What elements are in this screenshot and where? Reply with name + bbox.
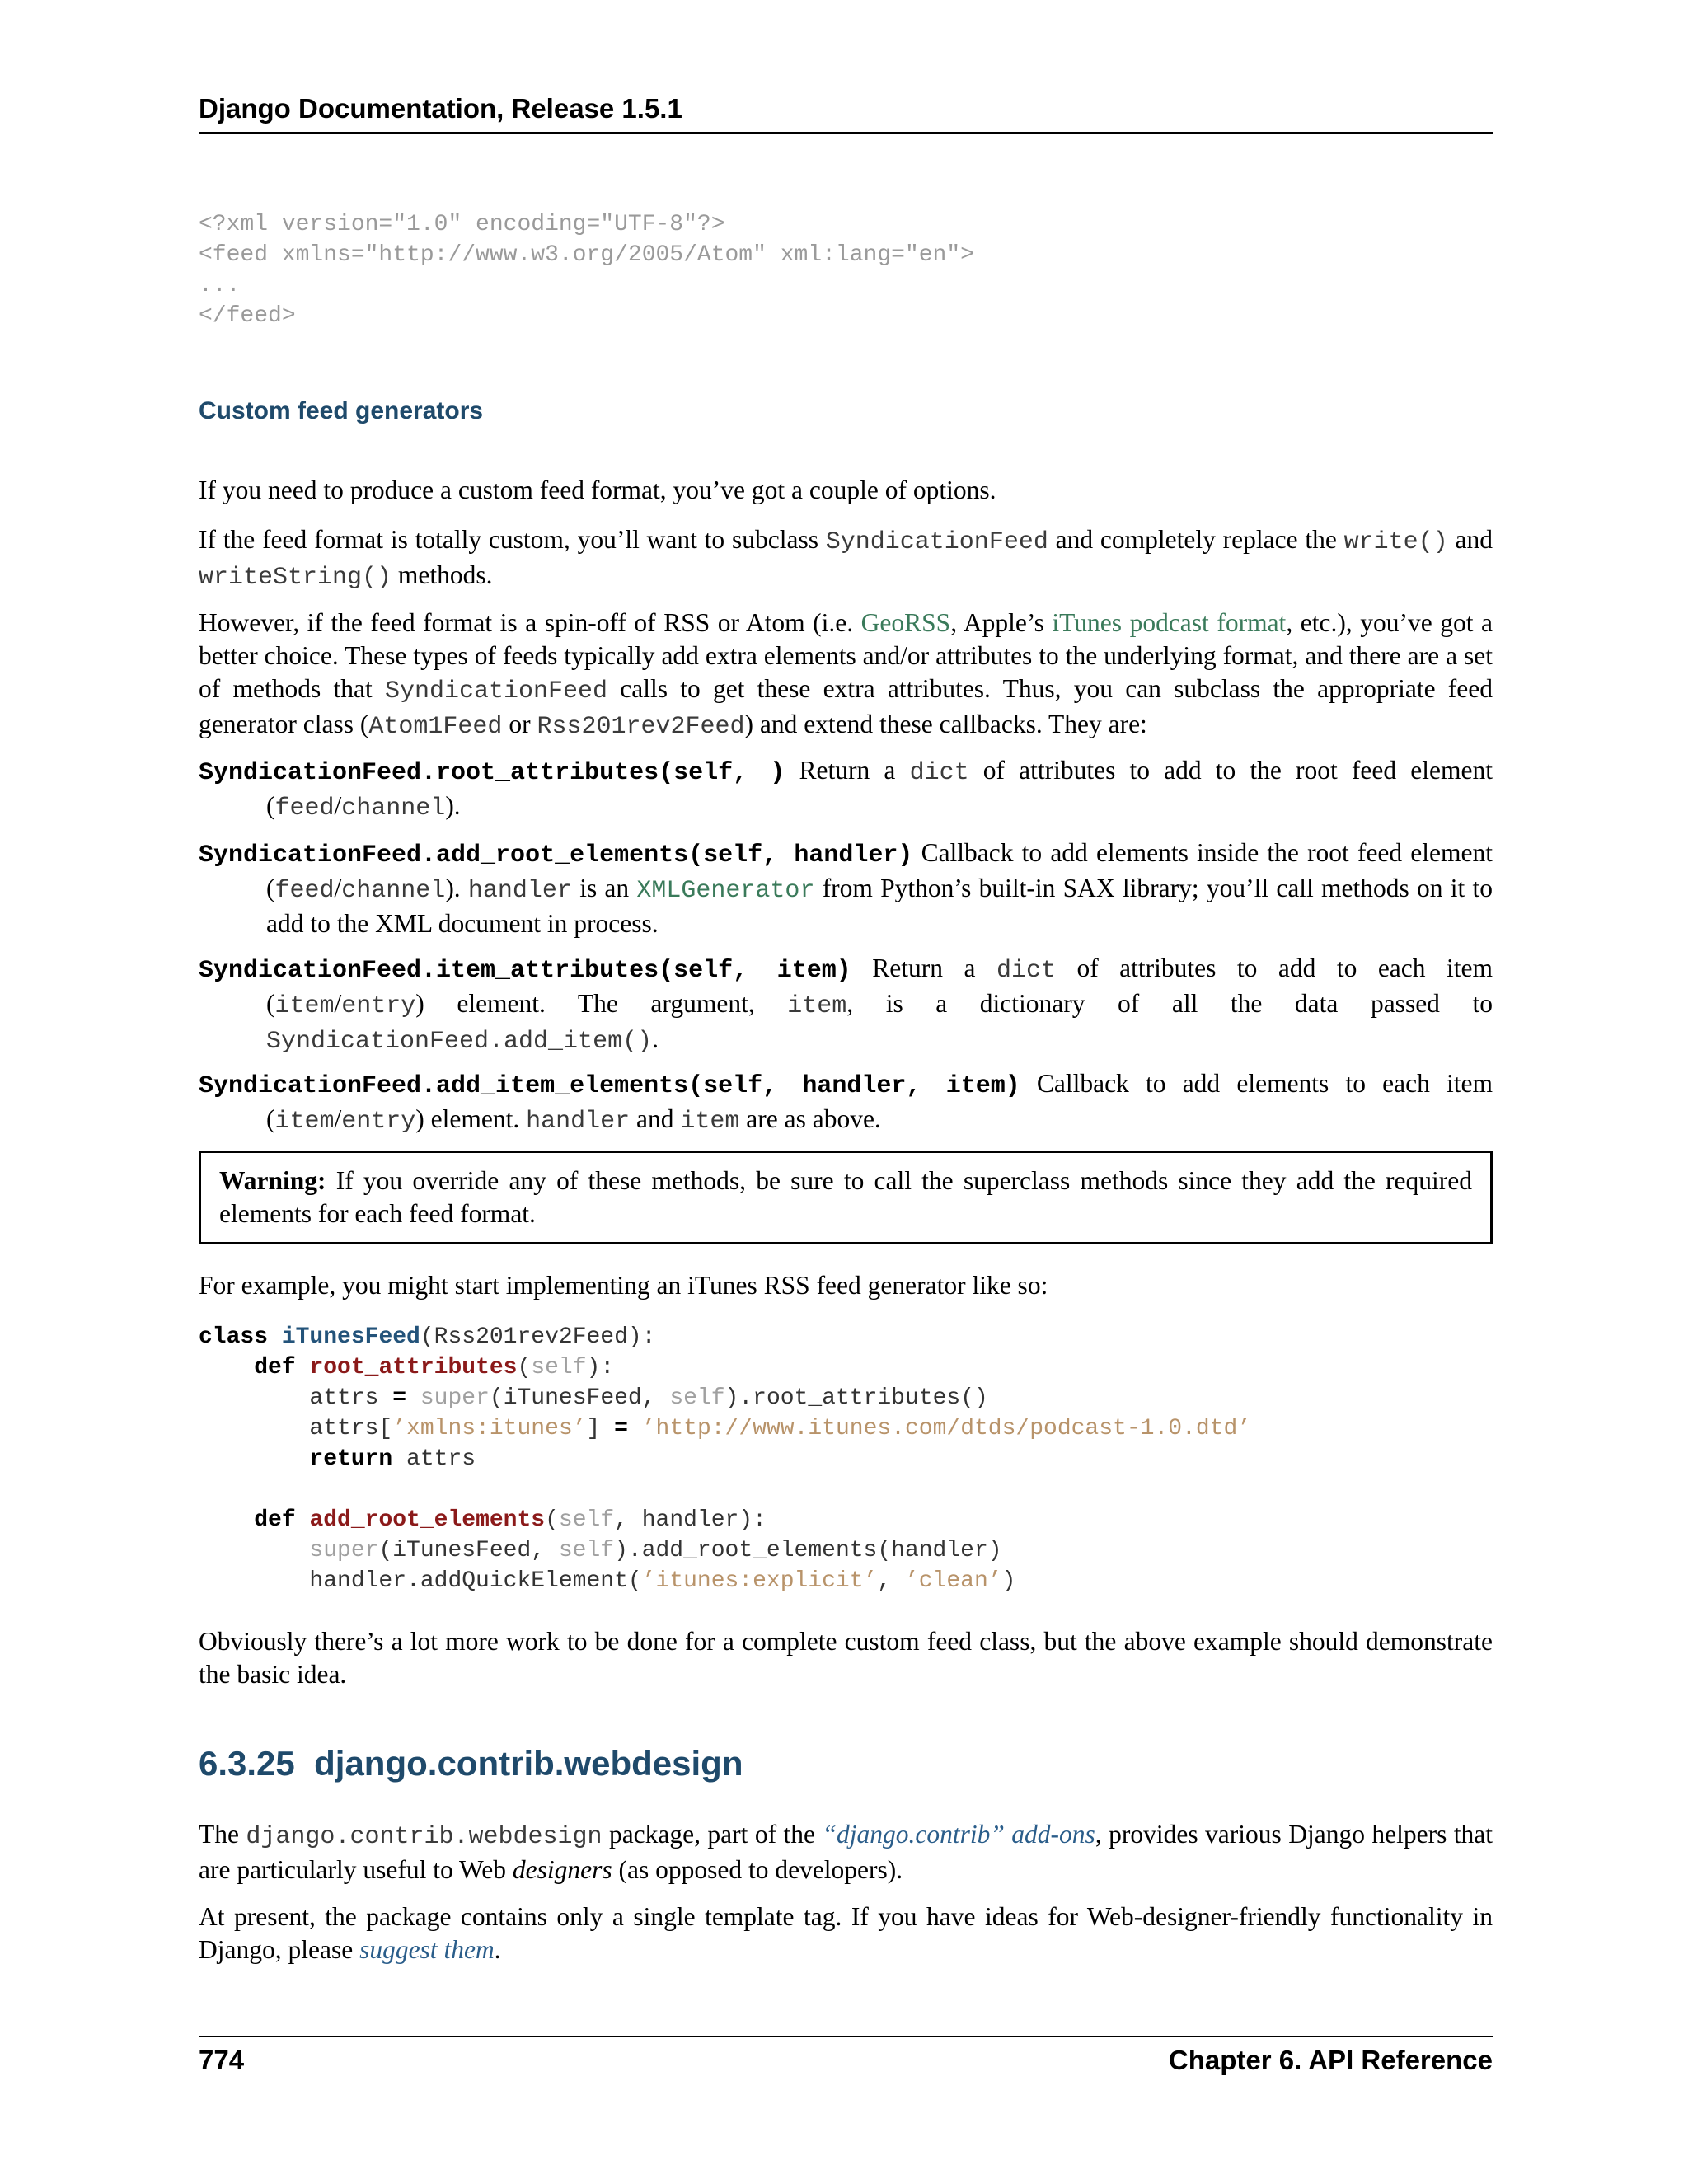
inline-code: item xyxy=(274,1108,335,1136)
inline-code: SyndicationFeed.add_item() xyxy=(266,1028,653,1056)
code-token: handler.addQuickElement( xyxy=(199,1568,642,1594)
code-token: ( xyxy=(517,1355,532,1380)
code-token: def xyxy=(254,1355,310,1380)
inline-code: feed xyxy=(274,794,335,823)
code-line xyxy=(199,1383,1493,1413)
inline-code: Atom1Feed xyxy=(368,713,503,741)
georss-link[interactable]: GeoRSS xyxy=(860,608,951,637)
chapter-title: Chapter 6. API Reference xyxy=(1168,2045,1493,2075)
code-token: ’http://www.itunes.com/dtds/podcast-1.0.dtd’ xyxy=(641,1416,1252,1441)
python-code-block xyxy=(199,1322,1493,1596)
method-description-text: ). xyxy=(445,791,461,820)
code-token: ).add_root_elements(handler) xyxy=(614,1538,1002,1563)
code-token: (iTunesFeed, xyxy=(489,1385,670,1411)
code-token: ( xyxy=(545,1507,559,1533)
code-token xyxy=(628,1416,642,1441)
method-description-text: . xyxy=(652,1024,659,1053)
code-token: self xyxy=(669,1385,725,1411)
method-description-text: / xyxy=(334,1104,342,1133)
code-line xyxy=(199,1444,1493,1474)
method-description-text: Return a xyxy=(851,954,996,982)
contrib-addons-link[interactable]: “django.contrib” add-ons xyxy=(822,1820,1095,1849)
inline-code: write() xyxy=(1343,528,1448,556)
method-description-text: ). xyxy=(445,874,468,902)
method-description-text: are as above. xyxy=(739,1104,881,1133)
xml-line: ... xyxy=(199,273,241,298)
code-line xyxy=(199,1566,1493,1596)
code-token: , xyxy=(877,1568,905,1594)
code-token: (Rss201rev2Feed): xyxy=(420,1324,656,1350)
code-token: super xyxy=(309,1538,379,1563)
method-signature: SyndicationFeed.add_root_elements(self, handler) xyxy=(199,841,913,869)
code-token: attrs xyxy=(199,1385,393,1411)
method-add-root-elements xyxy=(199,837,1493,940)
code-token: self xyxy=(558,1507,615,1533)
code-token: self xyxy=(531,1355,587,1380)
code-token: ’clean’ xyxy=(904,1568,1002,1594)
inline-code: item xyxy=(787,992,847,1020)
header-title: Django Documentation, Release 1.5.1 xyxy=(199,93,682,124)
warning-label: Warning: xyxy=(219,1166,326,1195)
code-line xyxy=(199,1322,1493,1352)
method-signature: SyndicationFeed.add_item_elements(self, handler, item) xyxy=(199,1072,1020,1100)
code-token xyxy=(199,1446,309,1472)
method-signature: SyndicationFeed.item_attributes(self, item) xyxy=(199,957,851,985)
code-token: def xyxy=(254,1507,310,1533)
inline-code: dict xyxy=(996,957,1056,985)
code-token: (iTunesFeed, xyxy=(378,1538,559,1563)
method-description-text: Callback to add elements inside the root feed element ( xyxy=(266,838,1493,902)
inline-code: handler xyxy=(526,1108,631,1136)
method-description-text: of attributes to add to the root feed element ( xyxy=(266,756,1493,820)
inline-code: django.contrib.webdesign xyxy=(246,1823,603,1851)
method-description-text: and xyxy=(630,1104,681,1133)
inline-code: item xyxy=(680,1108,740,1136)
warning-box xyxy=(199,1151,1493,1244)
inline-code: handler xyxy=(467,877,572,905)
code-token: attrs[ xyxy=(199,1416,393,1441)
code-token: ): xyxy=(586,1355,615,1380)
code-token xyxy=(199,1477,213,1502)
paragraph-totally-custom: If the feed format is totally custom, you’ll want to subclass SyndicationFeed and completely replace the write() and writeString() methods. xyxy=(199,525,1493,592)
method-description-text: ) element. The argument, xyxy=(415,989,788,1018)
code-token: ’xmlns:itunes’ xyxy=(392,1416,587,1441)
method-item-attributes xyxy=(199,952,1493,1058)
inline-code: channel xyxy=(341,877,446,905)
method-description-text: / xyxy=(334,874,342,902)
code-token: ) xyxy=(1001,1568,1016,1594)
code-line xyxy=(199,1413,1493,1444)
code-token: attrs xyxy=(392,1446,476,1472)
paragraph-webdesign-package: The django.contrib.webdesign package, part of the “django.contrib” add-ons, provides various Django helpers that are particularly useful to Web designers (as opposed to developers). xyxy=(199,1820,1493,1884)
inline-code: entry xyxy=(341,1108,416,1136)
warning-text: If you override any of these methods, be sure to call the superclass methods since they add the required elements for each feed format. xyxy=(219,1166,1472,1228)
inline-code: entry xyxy=(341,992,416,1020)
xml-code-block xyxy=(199,209,1493,331)
method-root-attributes xyxy=(199,754,1493,825)
method-description-text: is an xyxy=(571,874,637,902)
method-description-text: of attributes to add to each item ( xyxy=(266,954,1493,1018)
method-description-text: from Python’s built-in SAX library; you’ll call methods on it to add to the XML document in process. xyxy=(266,874,1493,938)
paragraph-intro: If you need to produce a custom feed format, you’ve got a couple of options. xyxy=(199,476,996,504)
code-line xyxy=(199,1505,1493,1535)
code-token: ’itunes:explicit’ xyxy=(641,1568,878,1594)
paragraph-for-example: For example, you might start implementing an iTunes RSS feed generator like so: xyxy=(199,1271,1048,1300)
code-token: return xyxy=(309,1446,393,1472)
method-signature: SyndicationFeed.root_attributes(self, ) xyxy=(199,759,785,787)
inline-code: SyndicationFeed xyxy=(825,528,1048,556)
method-description-text: , is a dictionary of all the data passed to xyxy=(846,989,1493,1018)
code-token: root_attributes xyxy=(309,1355,518,1380)
code-token: iTunesFeed xyxy=(281,1324,420,1350)
code-token xyxy=(406,1385,420,1411)
inline-code: SyndicationFeed xyxy=(384,677,607,705)
code-line xyxy=(199,1352,1493,1383)
code-token: ] xyxy=(586,1416,615,1441)
xmlgenerator-link[interactable]: XMLGenerator xyxy=(636,877,815,905)
code-token: add_root_elements xyxy=(309,1507,546,1533)
code-token: class xyxy=(199,1324,282,1350)
paragraph-spin-off: However, if the feed format is a spin-off of RSS or Atom (i.e. GeoRSS, Apple’s iTunes podcast format, etc.), you’ve got a better choice. These types of feeds typically add extra elements and/or attributes to the underlying format, and there are a set of methods that SyndicationFeed calls to get these extra attributes. Thus, you can subclass the appropriate feed generator class (Atom1Feed or Rss201rev2Feed) and extend these callbacks. They are: xyxy=(199,608,1493,741)
method-description-text: Callback to add elements to each item ( xyxy=(266,1069,1493,1133)
inline-code: feed xyxy=(274,877,335,905)
code-line xyxy=(199,1474,1493,1505)
section-heading-webdesign xyxy=(199,1742,1493,1785)
method-description-text: Return a xyxy=(785,756,910,785)
code-token xyxy=(199,1355,254,1380)
method-description-text: ) element. xyxy=(415,1104,527,1133)
inline-code: channel xyxy=(341,794,446,823)
page-number: 774 xyxy=(199,2045,245,2075)
xml-line: <?xml version="1.0" encoding="UTF-8"?> xyxy=(199,212,725,237)
code-token: = xyxy=(614,1416,628,1441)
section-heading-custom-feed: Custom feed generators xyxy=(199,397,484,424)
code-token: super xyxy=(420,1385,490,1411)
method-add-item-elements xyxy=(199,1067,1493,1138)
code-token: self xyxy=(558,1538,615,1563)
inline-code: writeString() xyxy=(199,564,392,592)
running-header xyxy=(199,92,1493,134)
inline-code: Rss201rev2Feed xyxy=(537,713,745,741)
code-token: ).root_attributes() xyxy=(724,1385,988,1411)
xml-line: </feed> xyxy=(199,303,296,329)
section-number: 6.3.25 xyxy=(199,1744,295,1783)
code-token xyxy=(199,1507,254,1533)
inline-code: dict xyxy=(909,759,969,787)
xml-line: <feed xmlns="http://www.w3.org/2005/Atom" xml:lang="en"> xyxy=(199,242,974,268)
suggest-them-link[interactable]: suggest them xyxy=(359,1935,495,1964)
paragraph-at-present: At present, the package contains only a single template tag. If you have ideas for Web-designer-friendly functionality in Django, please suggest them. xyxy=(199,1902,1493,1964)
code-token: = xyxy=(392,1385,407,1411)
code-line xyxy=(199,1535,1493,1566)
paragraph-obviously: Obviously there’s a lot more work to be done for a complete custom feed class, but the above example should demonstrate the basic idea. xyxy=(199,1627,1493,1689)
method-description-text: / xyxy=(334,791,342,820)
section-title: django.contrib.webdesign xyxy=(314,1744,743,1783)
code-token xyxy=(199,1538,309,1563)
inline-code: item xyxy=(274,992,335,1020)
running-footer xyxy=(199,2036,1493,2077)
itunes-podcast-format-link[interactable]: iTunes podcast format xyxy=(1052,608,1287,637)
method-description-text: / xyxy=(334,989,342,1018)
code-token: , handler): xyxy=(614,1507,767,1533)
